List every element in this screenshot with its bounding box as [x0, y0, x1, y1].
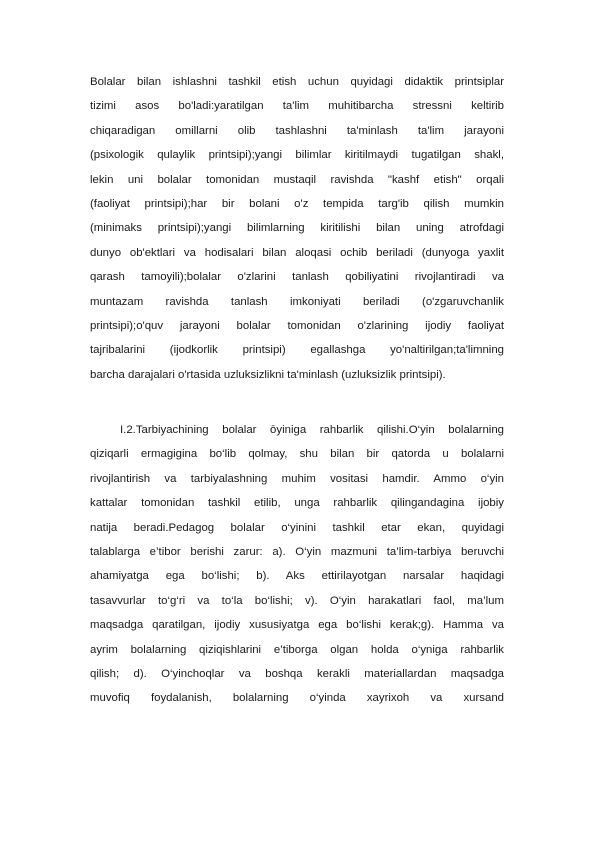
- paragraph-line: chiqaradigan omillarni olib tashlashni ta'minlash ta'lim jarayoni: [90, 124, 504, 137]
- paragraph-line: (faoliyat printsipi);har bir bolani o'z tempida targ'ib qilish mumkin: [90, 197, 504, 210]
- paragraph-line: ayrim bolalarning qiziqishlarini e’tiborga olgan holda o‘yniga rahbarlik: [90, 643, 504, 656]
- section-heading-line: I.2.Tarbiyachining bolalar ōyiniga rahbarlik qilishi.O‘yin bolalarning: [120, 424, 504, 436]
- paragraph-line: maqsadga qaratilgan, ijodiy xususiyatga ega bo‘lishi kerak;g). Hamma va: [90, 619, 504, 632]
- paragraph-line: muntazam ravishda tanlash imkoniyati beriladi (o'zgaruvchanlik: [90, 295, 504, 308]
- paragraph-line: tizimi asos bo'ladi:yaratilgan ta'lim muhitibarcha stressni keltirib: [90, 100, 504, 113]
- paragraph-line: talablarga e’tibor berishi zarur: a). O‘yin mazmuni ta’lim-tarbiya beruvchi: [90, 545, 504, 558]
- paragraph-line: rivojlantirish va tarbiyalashning muhim vositasi hamdir. Ammo o‘yin: [90, 472, 504, 485]
- paragraph-line: kattalar tomonidan tashkil etilib, unga rahbarlik qilingandagina ijobiy: [90, 497, 504, 510]
- paragraph-line: tajribalarini (ijodkorlik printsipi) egallashga yo'naltirilgan;ta'limning: [90, 344, 504, 357]
- paragraph-line: qarash tamoyili);bolalar o'zlarini tanlash qobiliyatini rivojlantiradi va: [90, 271, 504, 284]
- paragraph-didactic-principles: [90, 70, 504, 387]
- paragraph-line: natija beradi.Pedagog bolalar o‘yinini tashkil etar ekan, quyidagi: [90, 521, 504, 534]
- paragraph-line: muvofiq foydalanish, bolalarning o‘yinda xayrixoh va xursand: [90, 692, 504, 705]
- paragraph-line: qiziqarli ermagigina bo‘lib qolmay, shu bilan bir qatorda u bolalarni: [90, 448, 504, 461]
- paragraph-line: ahamiyatga ega bo‘lishi; b). Aks ettirilayotgan narsalar haqidagi: [90, 570, 504, 583]
- paragraph-line: Bolalar bilan ishlashni tashkil etish uchun quyidagi didaktik printsiplar: [90, 76, 504, 88]
- paragraph-line: lekin uni bolalar tomonidan mustaqil ravishda "kashf etish" orqali: [90, 173, 504, 186]
- paragraph-line: barcha darajalari o'rtasida uzluksizlikni ta'minlash (uzluksizlik printsipi).: [90, 368, 446, 381]
- paragraph-line: tasavvurlar to‘g‘ri va to‘la bo‘lishi; v). O‘yin harakatlari faol, ma’lum: [90, 594, 504, 607]
- paragraph-line: (psixologik qulaylik printsipi);yangi bilimlar kiritilmaydi tugatilgan shakl,: [90, 149, 504, 162]
- paragraph-teacher-game-guidance: [90, 418, 504, 711]
- paragraph-line: (minimaks printsipi);yangi bilimlarning kiritilishi bilan uning atrofdagi: [90, 222, 504, 235]
- paragraph-line: dunyo ob'ektlari va hodisalari bilan aloqasi ochib beriladi (dunyoga yaxlit: [90, 246, 504, 259]
- paragraph-line: qilish; d). O‘yinchoqlar va boshqa kerakli materiallardan maqsadga: [90, 667, 504, 680]
- paragraph-line: printsipi);o'quv jarayoni bolalar tomonidan o'zlarining ijodiy faoliyat: [90, 319, 504, 332]
